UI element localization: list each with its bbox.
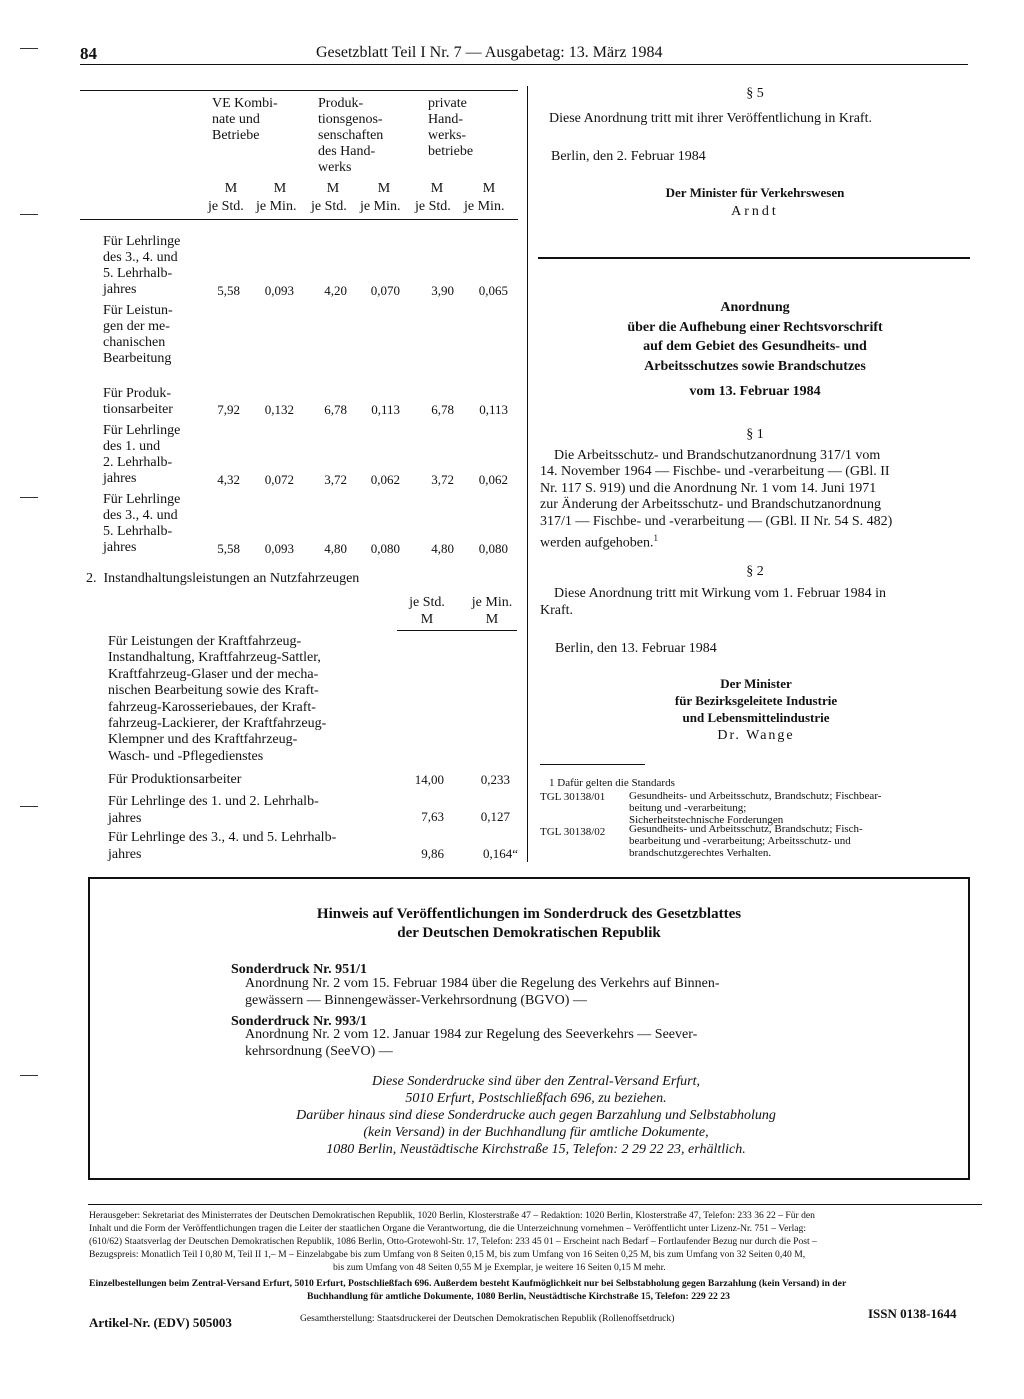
section-separator [538, 257, 970, 259]
running-title: Gesetzblatt Teil I Nr. 7 — Ausgabetag: 13. März 1984 [316, 44, 663, 61]
paragraph-5-text: Diese Anordnung tritt mit ihrer Veröffentlichung in Kraft. [549, 111, 872, 126]
value-cell: 0,113 [371, 402, 400, 417]
artikel-number: Artikel-Nr. (EDV) 505003 [89, 1315, 232, 1330]
value-cell: 0,062 [370, 472, 400, 487]
unit-m: M [430, 181, 444, 196]
notice-pickup-info: Darüber hinaus sind diese Sonderdrucke auch gegen Barzahlung und Selbstabholung (kein Versand) in der Buchhandlung für amtliche Dokumente, 1080 Berlin, Neustädtische Kirchstraße 15, Telefon: 2 29 22 23, erhältlich. [296, 1108, 776, 1157]
footnote-intro: 1 Dafür gelten die Standards [549, 777, 675, 789]
value-cell: 7,63 [421, 809, 444, 824]
printer-info: Gesamtherstellung: Staatsdruckerei der Deutschen Demokratischen Republik (Rollenoffsetdruck) [300, 1313, 675, 1324]
row-label: Für Lehrlinge des 1. und 2. Lehrhalb- jahres [108, 794, 319, 826]
minister-name-2: Dr. Wange [717, 728, 795, 743]
value-cell: 7,92 [217, 402, 240, 417]
row-label: Für Lehrlinge des 1. und 2. Lehrhalb- jahres [103, 423, 181, 486]
unit-min: je Min. [256, 199, 297, 214]
value-cell: 0,080 [370, 541, 400, 556]
value-cell: 3,72 [324, 472, 347, 487]
row-label: Für Produktionsarbeiter [108, 772, 242, 787]
footnote-code-1: TGL 30138/01 [540, 791, 606, 803]
header-rule [80, 64, 968, 65]
margin-mark [20, 214, 38, 215]
value-cell: 5,58 [217, 283, 240, 298]
imprint-orders: Einzelbestellungen beim Zentral-Versand Erfurt, 5010 Erfurt, Postschließfach 696. Außerdem besteht Kaufmöglichkeit nur bei Selbstabholung gegen Barzahlung (kein Versand) in der Buchhandlung für amtliche Dokumente, 1080 Berlin, Neustädtische Kirchstraße 15, Telefon: 229 22 23 [89, 1278, 847, 1302]
value-cell: 0,072 [264, 472, 294, 487]
value-cell: 4,80 [431, 541, 454, 556]
row-label: Für Lehrlinge des 3., 4. und 5. Lehrhalb- jahres [108, 830, 337, 862]
row-label: Für Lehrlinge des 3., 4. und 5. Lehrhalb- jahres [103, 234, 181, 297]
s2-head-min: je Min. M [471, 595, 513, 627]
unit-std: je Std. [311, 199, 347, 214]
page-number: 84 [80, 44, 97, 63]
value-cell: 4,80 [324, 541, 347, 556]
margin-mark [20, 497, 38, 498]
value-cell: 4,32 [217, 472, 240, 487]
sonderdruck-1-label: Sonderdruck Nr. 951/1 [231, 962, 368, 977]
section-2-heading: § 2 [746, 564, 764, 579]
unit-std: je Std. [208, 199, 244, 214]
margin-mark [20, 48, 38, 49]
unit-min: je Min. [464, 199, 505, 214]
value-cell: 5,58 [217, 541, 240, 556]
imprint-text: Herausgeber: Sekretariat des Ministerrates der Deutschen Demokratischen Republik, 1020 Berlin, Klosterstraße 47 – Redaktion: 1020 Berlin, Klosterstraße 47, Telefon: 233 36 22 – Für den Inhalt und die Form der Veröffentlichungen tragen die Leiter der staatlichen Organe die Verantwortung, die die Unterzeichnung vornehmen – Veröffentlicht unter Lizenz-Nr. 751 – Verlag: (610/62) Staatsverlag der Deutschen Demokratischen Republik, 1086 Berlin, Otto-Grotewohl-Str. 17, Telefon: 233 45 01 – Erscheint nach Bedarf – Fortlaufender Bezug nur durch die Post – Bezugspreis: Monatlich Teil I 0,80 M, Teil II 1,– M – Einzelabgabe bis zum Umfang von 8 Seiten 0,15 M, bis zum Umfang von 16 Seiten 0,25 M, bis zum Umfang von 32 Seiten 0,40 M, bis zum Umfang von 48 Seiten 0,55 M je Exemplar, je weitere 16 Seiten 0,15 M mehr. [89, 1210, 817, 1273]
value-cell: 0,080 [478, 541, 508, 556]
unit-m: M [224, 181, 238, 196]
row-label: Für Produk- tionsarbeiter [103, 386, 173, 417]
paragraph-5-heading: § 5 [746, 86, 764, 101]
col-header-private: private Hand- werks- betriebe [428, 96, 474, 159]
unit-m: M [377, 181, 391, 196]
section-2-title: 2. Instandhaltungsleistungen an Nutzfahrzeugen [86, 571, 360, 586]
notice-title: Hinweis auf Veröffentlichungen im Sonderdruck des Gesetzblattes der Deutschen Demokratischen Republik [316, 906, 742, 941]
footnote-code-2: TGL 30138/02 [540, 826, 606, 838]
footnote-ref: 1 [653, 533, 659, 544]
table-top-rule [80, 90, 518, 91]
col-header-ve: VE Kombi- nate und Betriebe [212, 96, 278, 143]
sonderdruck-1-text: Anordnung Nr. 2 vom 15. Februar 1984 über die Regelung des Verkehrs auf Binnen- gewässern — Binnengewässer-Verkehrsordnung (BGVO) — [245, 976, 720, 1008]
signature-date-1: Berlin, den 2. Februar 1984 [551, 149, 706, 164]
s2-intro: Für Leistungen der Kraftfahrzeug- Instandhaltung, Kraftfahrzeug-Sattler, Kraftfahrzeug-Glaser und der mecha- nischen Bearbeitung sowie des Kraft- fahrzeug-Karosseriebaues, der Kraft- fahrzeug-Lackierer, der Kraftfahrzeug- Klempner und des Kraftfahrzeug- Wasch- und -Pflegedienstes [108, 634, 327, 764]
margin-mark [20, 806, 38, 807]
s2-header-rule [397, 630, 517, 631]
footnote-rule [540, 764, 645, 765]
section-1-text: Die Arbeitsschutz- und Brandschutzanordnung 317/1 vom 14. November 1964 — Fischbe- und -verarbeitung — (GBl. II Nr. 117 S. 919) und die Anordnung Nr. 1 vom 14. Juni 1971 zur Änderung der Arbeitsschutz- und Brandschutzanordnung 317/1 — Fischbe- und -verarbeitung — (GBl. II Nr. 54 S. 482) werden aufgehoben.$^1$ [540, 448, 893, 551]
col-header-pgh: Produk- tionsgenos- senschaften des Hand- werks [318, 96, 384, 175]
section-1-heading: § 1 [746, 427, 764, 442]
ordinance-title: Anordnung über die Aufhebung einer Rechtsvorschrift auf dem Gebiet des Gesundheits- und Arbeitsschutzes sowie Brandschutzes [627, 300, 883, 374]
sonderdruck-2-label: Sonderdruck Nr. 993/1 [231, 1014, 368, 1029]
column-divider [527, 86, 528, 862]
value-cell: 6,78 [324, 402, 347, 417]
unit-m: M [482, 181, 496, 196]
minister-name-1: Arndt [731, 204, 779, 219]
value-cell: 0,127 [480, 809, 510, 824]
value-cell: 0,065 [478, 283, 508, 298]
value-cell: 14,00 [414, 772, 444, 787]
row-label: Für Lehrlinge des 3., 4. und 5. Lehrhalb- jahres [103, 492, 181, 555]
value-cell: 0,093 [264, 541, 294, 556]
footnote-text-2: Gesundheits- und Arbeitsschutz, Brandschutz; Fisch- bearbeitung und -verarbeitung; Arbeitsschutz- und brandschutzgerechtes Verhalten. [629, 823, 863, 859]
signature-date-2: Berlin, den 13. Februar 1984 [555, 641, 717, 656]
value-cell: 0,070 [370, 283, 400, 298]
unit-std: je Std. [415, 199, 451, 214]
imprint-rule [88, 1204, 982, 1205]
value-cell: 0,062 [478, 472, 508, 487]
footnote-text-1: Gesundheits- und Arbeitsschutz, Brandschutz; Fischbear- beitung und -verarbeitung; Sicherheitstechnische Forderungen [629, 790, 882, 826]
margin-mark [20, 1075, 38, 1076]
value-cell: 6,78 [431, 402, 454, 417]
section-2-text: Diese Anordnung tritt mit Wirkung vom 1. Februar 1984 in Kraft. [540, 586, 887, 618]
sonderdruck-2-text: Anordnung Nr. 2 vom 12. Januar 1984 zur Regelung des Seeverkehrs — Seever- kehrsordnung (SeeVO) — [245, 1027, 698, 1059]
notice-ordering-info: Diese Sonderdrucke sind über den Zentral-Versand Erfurt, 5010 Erfurt, Postschließfach 696, zu beziehen. [371, 1074, 701, 1106]
s2-head-std: je Std. M [409, 595, 445, 627]
minister-title-2: Der Minister für Bezirksgeleitete Industrie und Lebensmittelindustrie [674, 676, 838, 725]
value-cell: 9,86 [421, 846, 444, 861]
value-cell: 4,20 [324, 283, 347, 298]
value-cell: 0,113 [479, 402, 508, 417]
value-cell: 3,72 [431, 472, 454, 487]
row-label: Für Leistun- gen der me- chanischen Bearbeitung [103, 303, 173, 366]
unit-m: M [326, 181, 340, 196]
value-cell: 0,132 [264, 402, 294, 417]
table-header-rule [80, 219, 518, 220]
ordinance-date: vom 13. Februar 1984 [689, 384, 821, 399]
minister-title-1: Der Minister für Verkehrswesen [665, 185, 845, 200]
value-cell: 0,093 [264, 283, 294, 298]
unit-m: M [273, 181, 287, 196]
issn: ISSN 0138-1644 [868, 1306, 957, 1321]
unit-min: je Min. [360, 199, 401, 214]
value-cell: 3,90 [431, 283, 454, 298]
value-cell: 0,233 [480, 772, 510, 787]
value-cell: 0,164“ [482, 846, 518, 861]
